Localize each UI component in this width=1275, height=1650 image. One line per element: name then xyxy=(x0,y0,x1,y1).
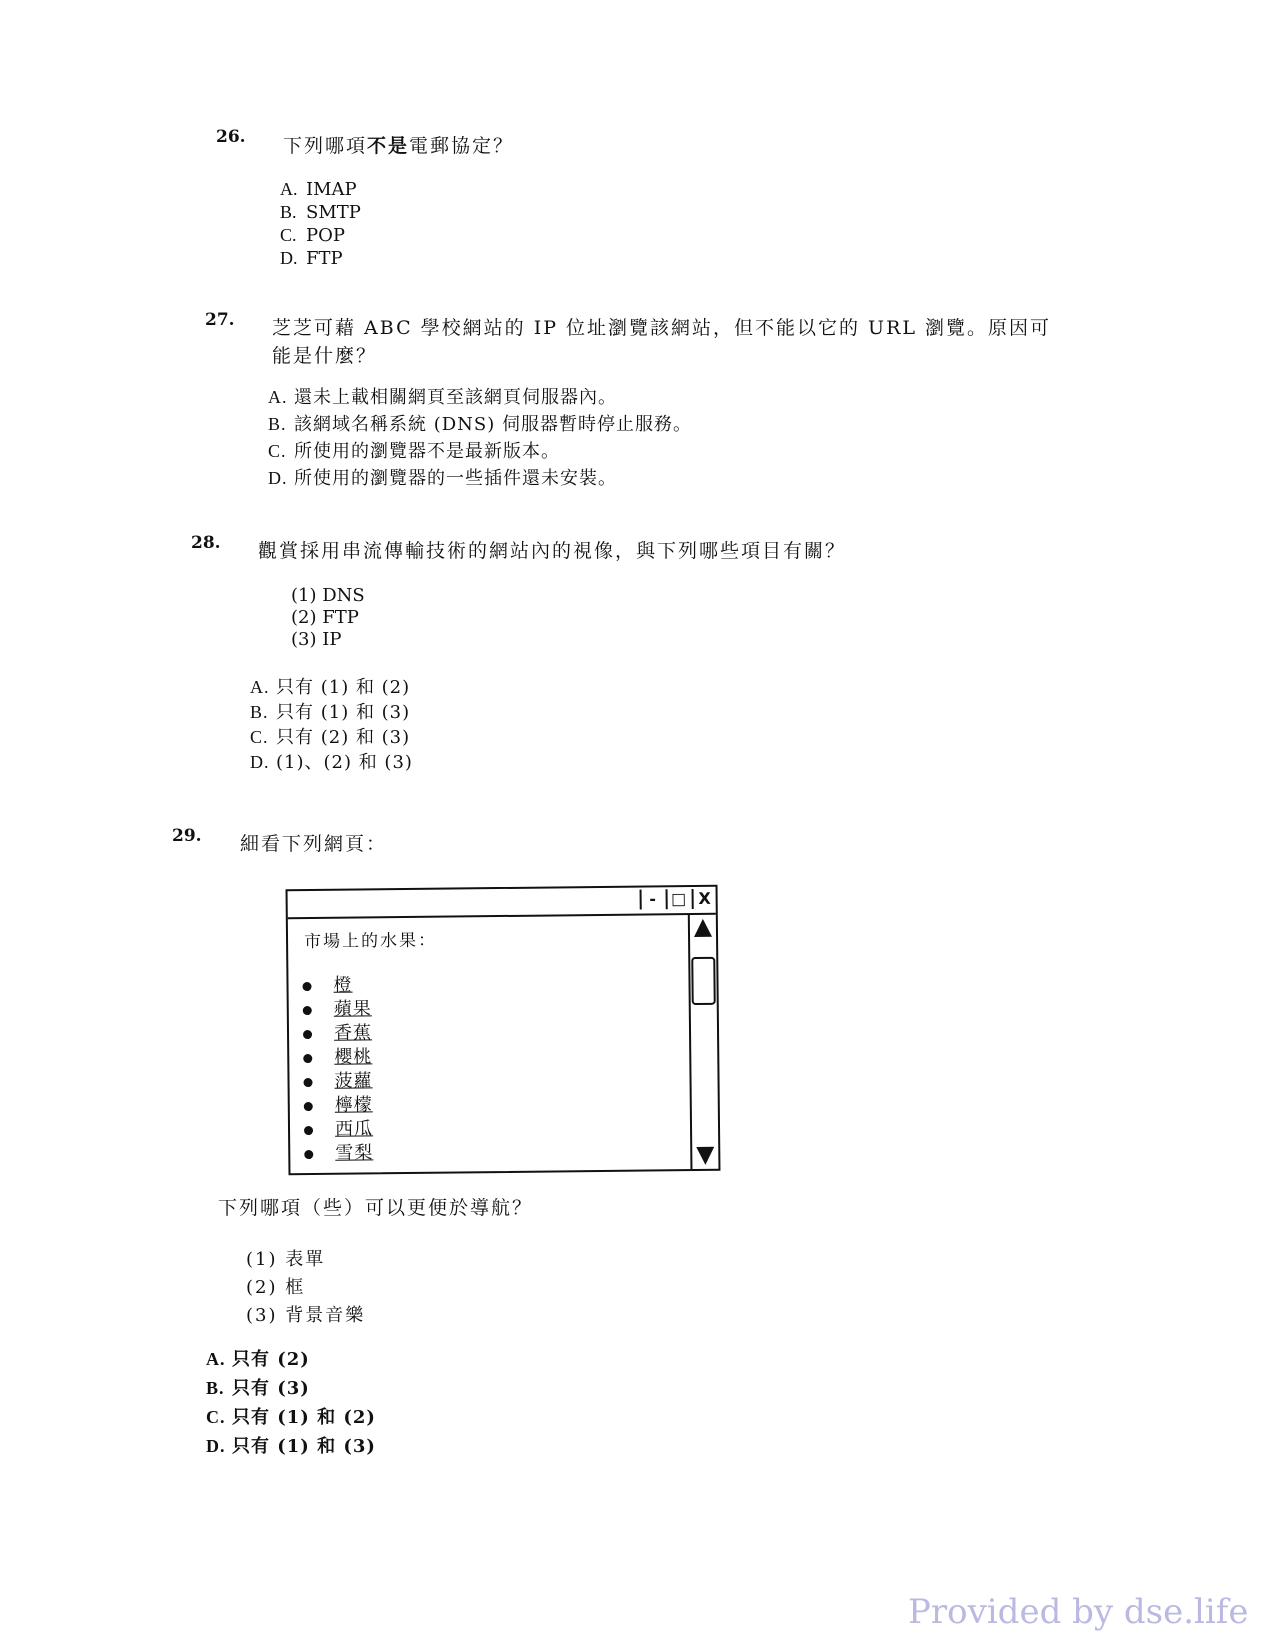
scrollbar[interactable] xyxy=(688,915,719,1169)
option-list-29 xyxy=(206,1345,376,1461)
list-item: (1) DNS xyxy=(291,585,365,606)
webpage-heading: 市場上的水果： xyxy=(303,930,438,953)
stem-part: 下列哪項 xyxy=(283,135,368,157)
option-b: B. SMTP xyxy=(280,202,361,223)
bullet-icon xyxy=(303,1053,312,1062)
fruit-link[interactable]: 櫻桃 xyxy=(334,1046,373,1068)
question-number-29: 29. xyxy=(172,826,202,846)
list-item xyxy=(303,1042,372,1067)
option-d: D. 所使用的瀏覽器的一些插件還未安裝。 xyxy=(268,468,617,489)
option-c: C. 所使用的瀏覽器不是最新版本。 xyxy=(268,441,560,462)
option-a: A. IMAP xyxy=(280,179,357,200)
minimize-button[interactable]: - xyxy=(640,889,664,909)
list-item xyxy=(303,1018,372,1043)
question-stem-27 xyxy=(272,314,1122,370)
webpage-window xyxy=(286,885,721,1176)
bullet-icon xyxy=(303,1006,312,1015)
watermark: Provided by dse.life xyxy=(908,1592,1249,1632)
stem-part: 電郵協定？ xyxy=(409,135,515,157)
option-list-28 xyxy=(250,675,413,775)
stem-emphasis: 不是 xyxy=(367,135,410,157)
question-sub-stem-29: 下列哪項（些）可以更便於導航？ xyxy=(218,1197,534,1219)
close-button[interactable]: X xyxy=(692,889,716,909)
option-d: D. 只有 (1) 和 (3) xyxy=(206,1436,376,1457)
list-item: (1) 表單 xyxy=(246,1249,326,1270)
list-item: (3) 背景音樂 xyxy=(246,1305,366,1326)
option-a: A. 只有 (1) 和 (2) xyxy=(250,677,411,698)
scroll-up-arrow-icon[interactable] xyxy=(694,919,712,937)
question-stem-28: 觀賞採用串流傳輸技術的網站內的視像，與下列哪些項目有關？ xyxy=(258,540,847,562)
list-item xyxy=(304,1138,373,1163)
question-number-28: 28. xyxy=(191,533,221,553)
fruit-link[interactable]: 西瓜 xyxy=(334,1118,374,1140)
bullet-icon xyxy=(304,1125,313,1134)
fruit-link[interactable]: 菠蘿 xyxy=(334,1070,373,1092)
question-stem-26 xyxy=(283,132,514,160)
list-item xyxy=(302,970,371,995)
fruit-list xyxy=(302,970,373,1163)
fruit-link[interactable]: 雪梨 xyxy=(335,1142,374,1164)
bullet-icon xyxy=(303,1030,312,1039)
option-c: C. 只有 (2) 和 (3) xyxy=(250,727,411,748)
option-d: D. (1)、(2) 和 (3) xyxy=(250,752,413,773)
bullet-icon xyxy=(304,1101,313,1110)
option-a: A. 還未上載相關網頁至該網頁伺服器內。 xyxy=(268,387,617,408)
fruit-link[interactable]: 蘋果 xyxy=(333,998,372,1020)
scroll-down-arrow-icon[interactable] xyxy=(696,1147,714,1165)
option-b: B. 只有 (3) xyxy=(206,1378,310,1399)
item-list-28 xyxy=(291,585,365,651)
bullet-icon xyxy=(303,1077,312,1086)
stem-line: 能是什麼？ xyxy=(272,345,378,367)
option-d: D. FTP xyxy=(280,248,343,269)
option-a: A. 只有 (2) xyxy=(206,1349,310,1370)
list-item xyxy=(304,1114,373,1139)
option-list-27 xyxy=(268,384,692,492)
scroll-thumb[interactable] xyxy=(691,957,716,1005)
question-number-26: 26. xyxy=(216,127,246,147)
stem-line: 芝芝可藉 ABC 學校網站的 IP 位址瀏覽該網站，但不能以它的 URL 瀏覽。原因可 xyxy=(272,317,1052,339)
maximize-button[interactable]: □ xyxy=(666,889,690,909)
question-number-27: 27. xyxy=(205,310,235,330)
fruit-link[interactable]: 橙 xyxy=(333,974,353,996)
list-item xyxy=(304,1090,373,1115)
question-stem-29: 細看下列網頁： xyxy=(240,833,388,855)
option-list-26 xyxy=(280,178,361,270)
fruit-link[interactable]: 檸檬 xyxy=(334,1094,373,1116)
bullet-icon xyxy=(304,1149,313,1158)
option-b: B. 只有 (1) 和 (3) xyxy=(250,702,411,723)
item-list-29 xyxy=(246,1246,365,1330)
list-item: (2) 框 xyxy=(246,1277,306,1298)
window-titlebar xyxy=(288,887,716,919)
list-item xyxy=(303,994,372,1019)
list-item: (2) FTP xyxy=(291,607,359,628)
fruit-link[interactable]: 香蕉 xyxy=(333,1022,373,1044)
list-item xyxy=(303,1066,372,1091)
option-c: C. 只有 (1) 和 (2) xyxy=(206,1407,376,1428)
option-b: B. 該網域名稱系統 (DNS) 伺服器暫時停止服務。 xyxy=(268,414,692,435)
option-c: C. POP xyxy=(280,225,345,246)
list-item: (3) IP xyxy=(291,629,342,650)
bullet-icon xyxy=(302,982,311,991)
